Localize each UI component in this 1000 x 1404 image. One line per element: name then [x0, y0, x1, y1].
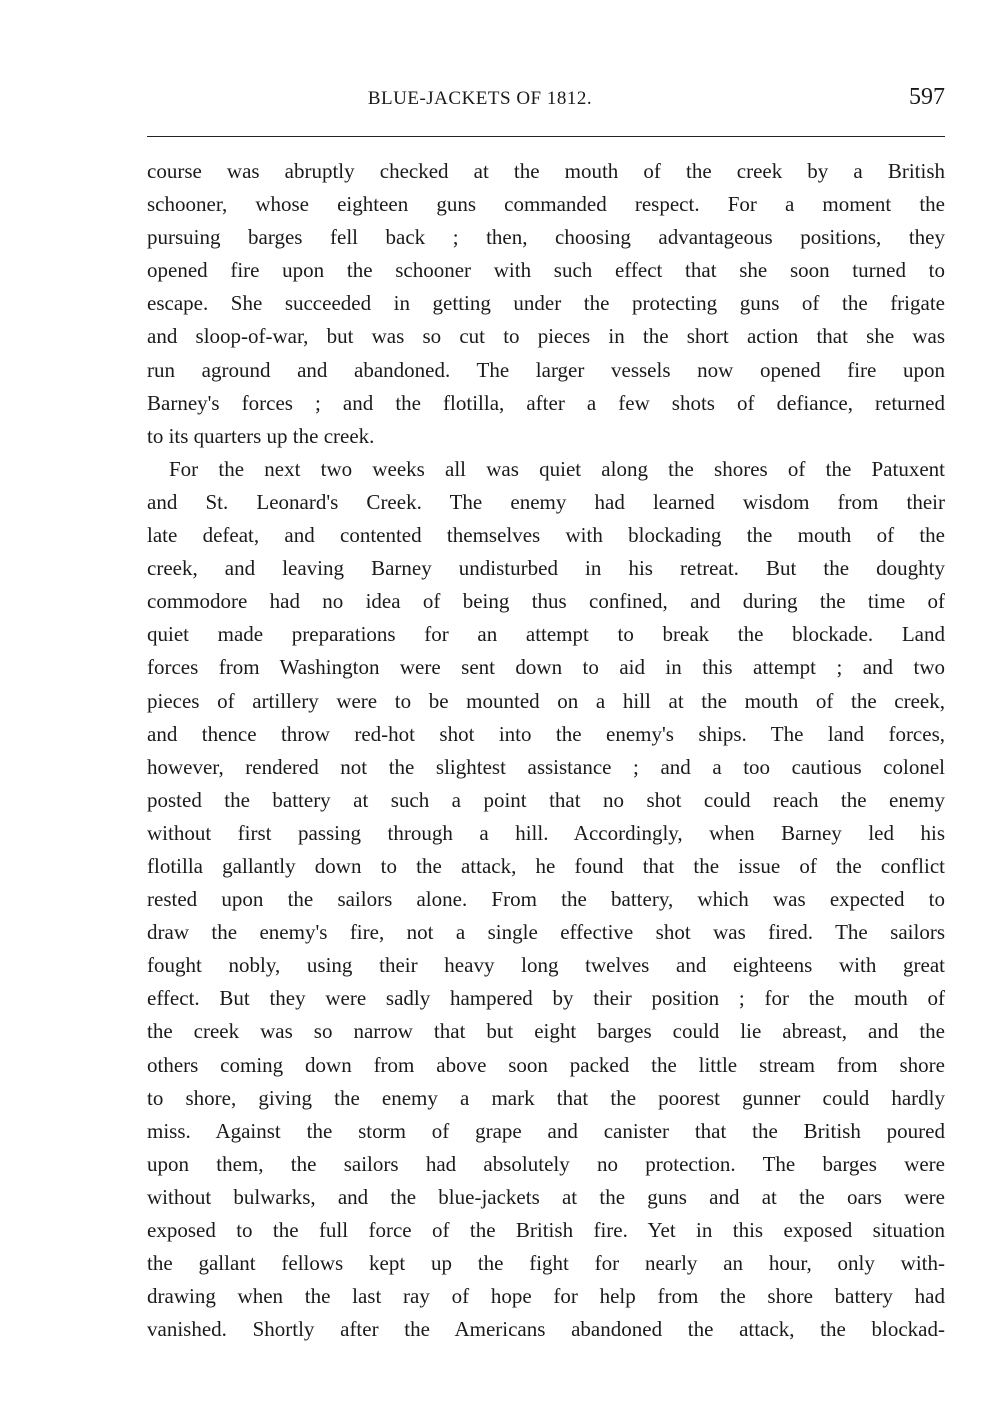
- text-line: draw the enemy's fire, not a single effective shot was fired. The sailors: [147, 920, 945, 945]
- text-line: escape. She succeeded in getting under the protecting guns of the frigate: [147, 291, 945, 316]
- text-line: to shore, giving the enemy a mark that the poorest gunner could hardly: [147, 1085, 945, 1110]
- text-line: schooner, whose eighteen guns commanded respect. For a moment the: [147, 192, 945, 217]
- header-rule: [147, 136, 945, 137]
- text-line: late defeat, and contented themselves with blockading the mouth of the: [147, 523, 945, 548]
- text-line: and sloop-of-war, but was so cut to pieces in the short action that she was: [147, 324, 945, 349]
- text-line: Barney's forces ; and the flotilla, after a few shots of defiance, returned: [147, 390, 945, 415]
- text-line: posted the battery at such a point that no shot could reach the enemy: [147, 787, 945, 812]
- text-line: the gallant fellows kept up the fight for nearly an hour, only with-: [147, 1251, 945, 1276]
- text-line: and St. Leonard's Creek. The enemy had learned wisdom from their: [147, 489, 945, 514]
- text-line: commodore had no idea of being thus confined, and during the time of: [147, 589, 945, 614]
- text-line: and thence throw red-hot shot into the enemy's ships. The land forces,: [147, 721, 945, 746]
- text-line: creek, and leaving Barney undisturbed in his retreat. But the doughty: [147, 556, 945, 581]
- text-line: others coming down from above soon packed the little stream from shore: [147, 1052, 945, 1077]
- text-line: quiet made preparations for an attempt to break the blockade. Land: [147, 622, 945, 647]
- page-number: 597: [909, 84, 945, 110]
- text-line: miss. Against the storm of grape and canister that the British poured: [147, 1118, 945, 1143]
- text-line: upon them, the sailors had absolutely no protection. The barges were: [147, 1151, 945, 1176]
- text-line: without bulwarks, and the blue-jackets at the guns and at the oars were: [147, 1184, 945, 1209]
- text-line: forces from Washington were sent down to aid in this attempt ; and two: [147, 655, 945, 680]
- text-line: opened fire upon the schooner with such effect that she soon turned to: [147, 258, 945, 283]
- text-line: For the next two weeks all was quiet along the shores of the Patuxent: [169, 456, 945, 481]
- text-line: course was abruptly checked at the mouth of the creek by a British: [147, 159, 945, 183]
- text-line: pursuing barges fell back ; then, choosing advantageous positions, they: [147, 225, 945, 250]
- text-line: to its quarters up the creek.: [147, 423, 375, 448]
- text-line: effect. But they were sadly hampered by their position ; for the mouth of: [147, 986, 945, 1011]
- text-line: the creek was so narrow that but eight barges could lie abreast, and the: [147, 1019, 945, 1044]
- body-text: [147, 155, 945, 1346]
- text-line: flotilla gallantly down to the attack, he found that the issue of the conflict: [147, 853, 945, 878]
- running-title: BLUE-JACKETS OF 1812.: [367, 88, 593, 109]
- text-line: drawing when the last ray of hope for help from the shore battery had: [147, 1284, 945, 1309]
- text-line: however, rendered not the slightest assistance ; and a too cautious colonel: [147, 754, 945, 779]
- text-line: vanished. Shortly after the Americans abandoned the attack, the blockad-: [147, 1317, 945, 1342]
- text-line: fought nobly, using their heavy long twelves and eighteens with great: [147, 953, 945, 978]
- text-line: pieces of artillery were to be mounted on a hill at the mouth of the creek,: [147, 688, 945, 713]
- text-line: exposed to the full force of the British fire. Yet in this exposed situation: [147, 1218, 945, 1242]
- text-line: rested upon the sailors alone. From the battery, which was expected to: [147, 887, 945, 912]
- text-line: run aground and abandoned. The larger vessels now opened fire upon: [147, 357, 945, 382]
- text-line: without first passing through a hill. Accordingly, when Barney led his: [147, 820, 945, 845]
